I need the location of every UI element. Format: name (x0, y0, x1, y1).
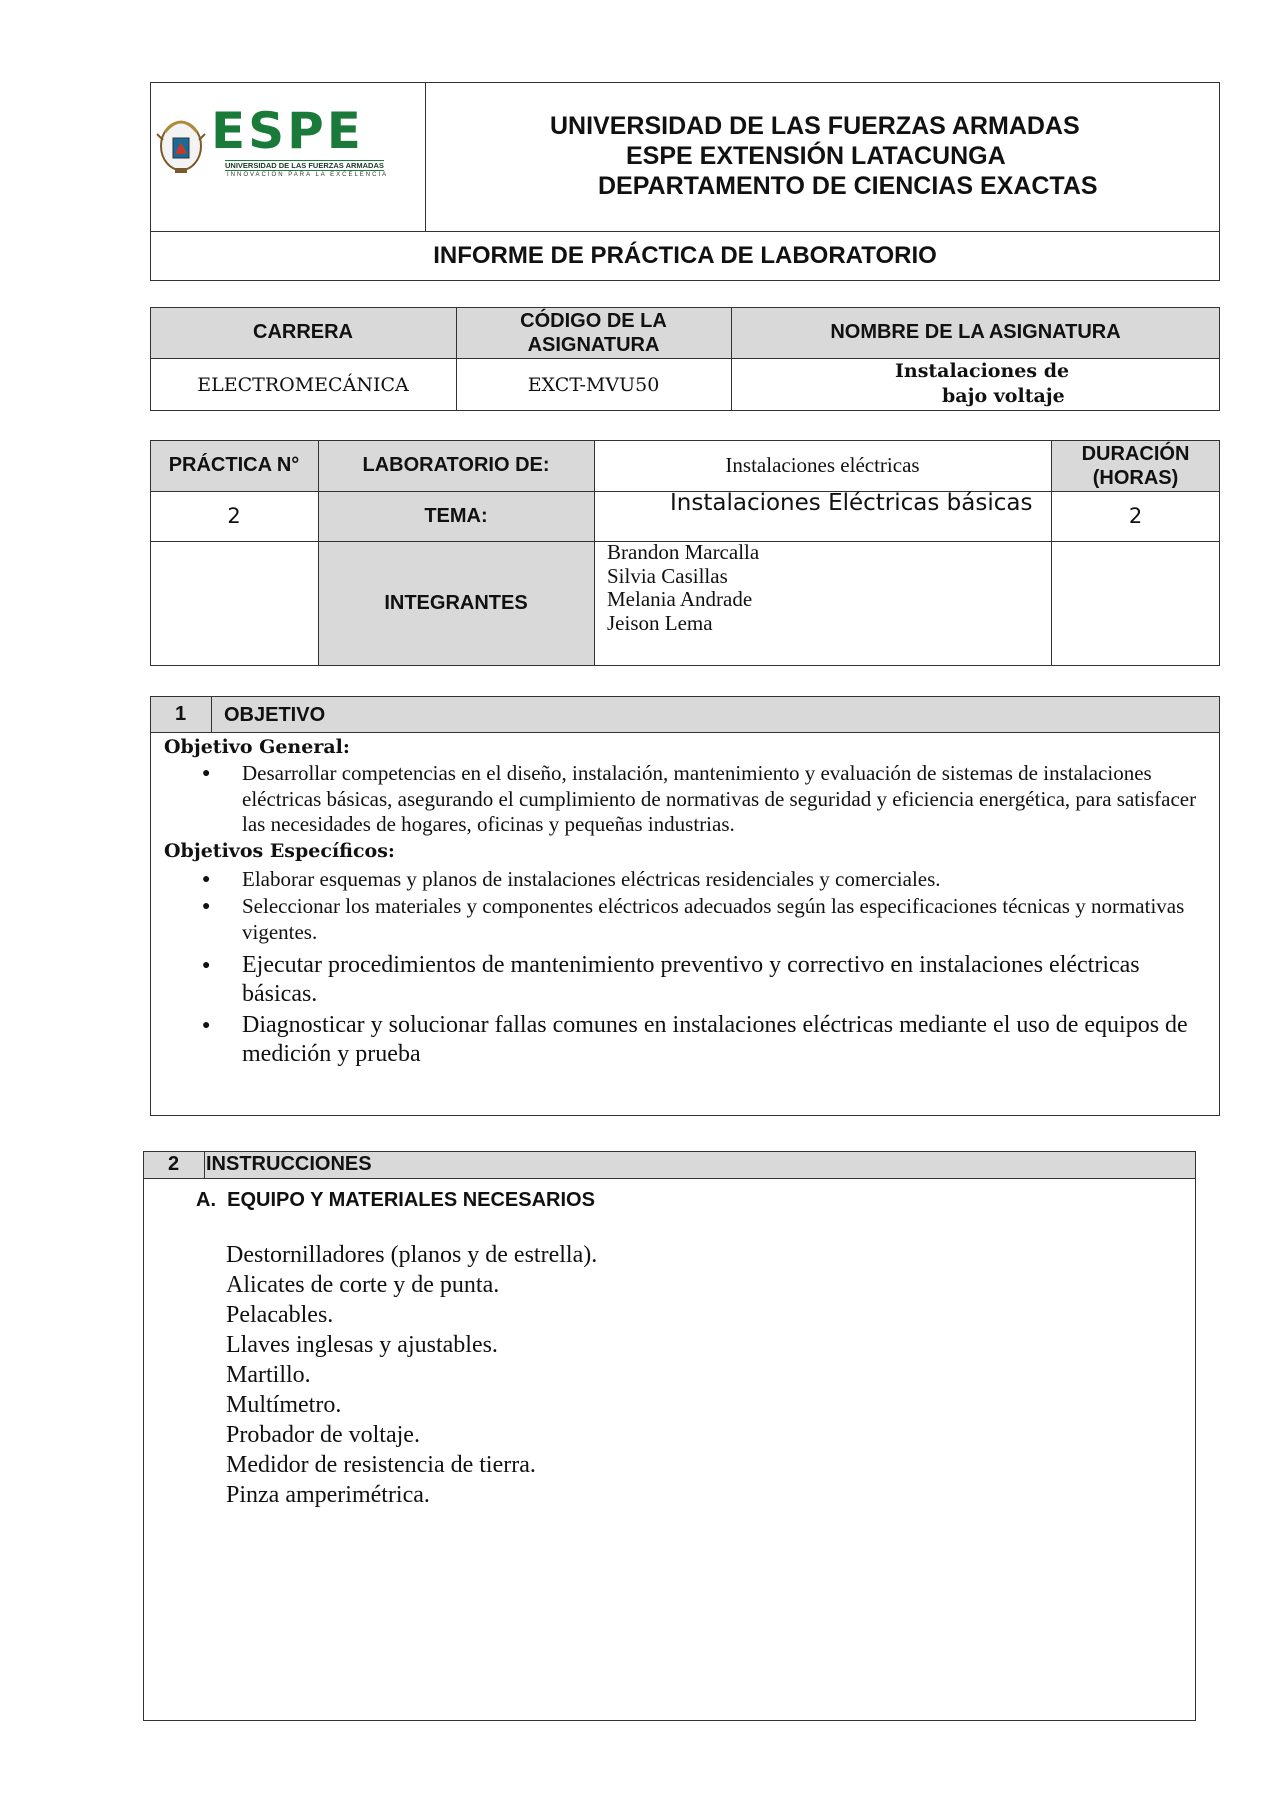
duracion-label-line2: (HORAS) (1092, 466, 1179, 489)
integrante-2: Silvia Casillas (607, 563, 728, 588)
codigo-label (456, 307, 731, 358)
codigo-value: EXCT-MVU50 (527, 373, 660, 396)
codigo-label-line2: ASIGNATURA (527, 333, 660, 356)
nombre-value-line2: bajo voltaje (942, 385, 1065, 407)
objetivos-especificos-list (164, 867, 1214, 1070)
objetivo-general-list (164, 761, 1214, 838)
material-item: Llaves inglesas y ajustables. (226, 1332, 498, 1358)
codigo-label-line1: CÓDIGO DE LA (520, 309, 667, 332)
material-item: Probador de voltaje. (226, 1422, 420, 1448)
materiales-list (226, 1240, 597, 1510)
objetivos-especificos-label: Objetivos Específicos: (164, 839, 395, 862)
objetivo-especifico-2: ● Seleccionar los materiales y componentes eléctricos adecuados según las especificaciones técnicas y normativas vigentes. (164, 894, 1214, 945)
practica-number: 2 (227, 504, 241, 528)
nombre-label: NOMBRE DE LA ASIGNATURA (830, 321, 1121, 343)
objetivo-general-label: Objetivo General: (164, 736, 350, 758)
objetivo-general-item: ● Desarrollar competencias en el diseño, instalación, mantenimiento y evaluación de sistemas de instalaciones eléctricas básicas, asegurando el cumplimiento de normativas de seguridad y eficiencia energética, para satisfacer las necesidades de hogares, oficinas y pequeñas industrias. (164, 761, 1214, 838)
nombre-value (731, 358, 1220, 411)
objetivo-especifico-3: ● Ejecutar procedimientos de mantenimiento preventivo y correctivo en instalaciones eléctricas básicas. (164, 951, 1214, 1009)
duracion-label-line1: DURACIÓN (1081, 442, 1190, 465)
carrera-label: CARRERA (253, 321, 353, 343)
logo-tagline: INNOVACIÓN PARA LA EXCELENCIA (227, 172, 389, 178)
campus-name: ESPE EXTENSIÓN LATACUNGA (626, 142, 1006, 170)
objetivo-number: 1 (174, 702, 187, 725)
integrante-4: Jeison Lema (607, 610, 713, 635)
material-item: Alicates de corte y de punta. (226, 1272, 500, 1298)
instrucciones-title: INSTRUCCIONES (206, 1153, 372, 1175)
material-item: Pinza amperimétrica. (226, 1482, 430, 1508)
espe-logo (155, 102, 420, 186)
material-item: Martillo. (226, 1362, 311, 1388)
objetivo-especifico-4: ● Diagnosticar y solucionar fallas comunes en instalaciones eléctricas mediante el uso de equipos de medición y prueba (164, 1011, 1214, 1069)
tema-label: TEMA: (424, 504, 488, 527)
material-item: Destornilladores (planos y de estrella). (226, 1242, 598, 1268)
objetivo-title: OBJETIVO (224, 704, 326, 726)
equipo-subtitle: A. EQUIPO Y MATERIALES NECESARIOS (196, 1189, 595, 1211)
integrantes-label: INTEGRANTES (384, 592, 528, 614)
nombre-value-line1: Instalaciones de (895, 360, 1070, 382)
logo-subtitle: UNIVERSIDAD DE LAS FUERZAS ARMADAS (225, 161, 384, 170)
objetivo-especifico-1: ● Elaborar esquemas y planos de instalaciones eléctricas residenciales y comerciales. (164, 867, 1214, 893)
logo-text: ESPE (211, 102, 364, 160)
duracion-label (1051, 440, 1220, 491)
material-item: Pelacables. (226, 1302, 334, 1328)
department-name: DEPARTAMENTO DE CIENCIAS EXACTAS (598, 172, 1098, 200)
instrucciones-number: 2 (167, 1153, 180, 1175)
integrante-1: Brandon Marcalla (607, 540, 760, 564)
duracion-value: 2 (1128, 504, 1143, 528)
material-item: Multímetro. (226, 1392, 342, 1418)
header-divider (425, 82, 426, 232)
report-title: INFORME DE PRÁCTICA DE LABORATORIO (433, 242, 937, 269)
carrera-value: ELECTROMECÁNICA (197, 373, 409, 396)
practica-label: PRÁCTICA N° (168, 454, 300, 476)
objetivo-body (164, 735, 1214, 1069)
integrante-3: Melania Andrade (607, 587, 753, 611)
laboratorio-label: LABORATORIO DE: (362, 454, 550, 476)
tema-value: Instalaciones Eléctricas básicas (670, 490, 1033, 516)
university-name: UNIVERSIDAD DE LAS FUERZAS ARMADAS (550, 112, 1080, 140)
integrantes-list (607, 541, 759, 635)
material-item: Medidor de resistencia de tierra. (226, 1452, 536, 1478)
laboratorio-value: Instalaciones eléctricas (725, 453, 920, 477)
